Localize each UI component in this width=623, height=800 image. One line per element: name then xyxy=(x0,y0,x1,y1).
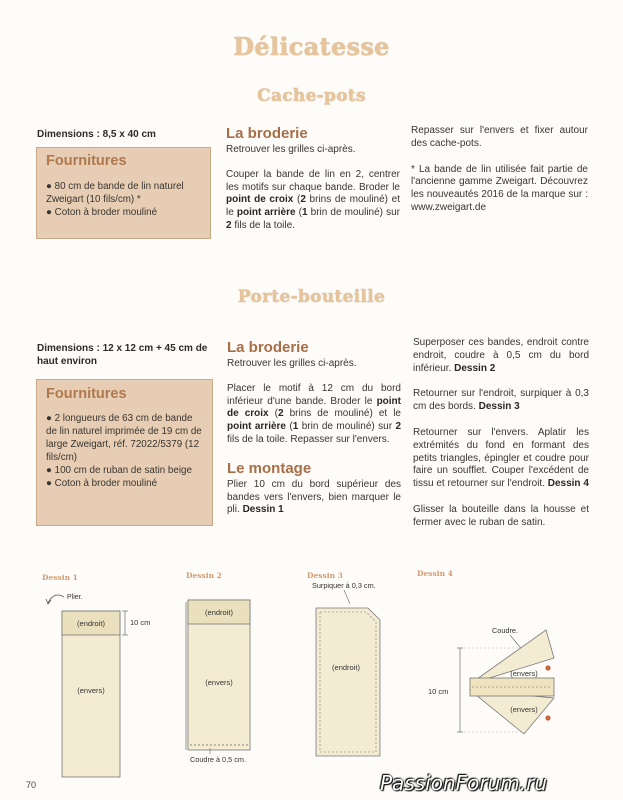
col3-footnote: * La bande de lin utilisée fait partie de l'ancienne gamme Zweigart. Découvrez les nouveautés 2016 de la marque sur : www.zweigart.de xyxy=(411,163,588,213)
coudre-label: Coudre à 0,5 cm. xyxy=(190,755,246,764)
section-heading-porte: Porte-bouteille xyxy=(237,287,386,307)
envers-label: (envers) xyxy=(205,678,233,687)
pin-icon xyxy=(545,715,550,720)
page-title: Délicatesse xyxy=(233,32,390,61)
list-item: ● 2 longueurs de 63 cm de bande de lin naturel imprimée de 19 cm de large Zweigart, réf. 72022/5379 (12 fils/cm) xyxy=(46,413,202,463)
cachepots-dimensions: Dimensions : 8,5 x 40 cm xyxy=(37,129,156,140)
watermark: PassionForum.ru xyxy=(380,771,548,795)
envers-label: (envers) xyxy=(510,669,538,678)
dessin-3-caption: Dessin 3 xyxy=(307,571,343,580)
col3-text: Repasser sur l'envers et fixer autour des cache-pots. xyxy=(411,125,588,149)
broderie-title: La broderie xyxy=(226,125,308,142)
col3-step: Superposer ces bandes, endroit contre endroit, coudre à 0,5 cm du bord inférieur. Dessin 2 xyxy=(413,337,589,374)
list-item: ● 100 cm de ruban de satin beige xyxy=(46,465,192,476)
broderie-instructions: Placer le motif à 12 cm du bord inférieur d'une bande. Broder le point de croix (2 brins de mouliné) et le point arrière (1 brin de mouliné) sur 2 fils de la toile. Repasser sur l'envers. xyxy=(227,382,401,445)
montage-text: Plier 10 cm du bord supérieur des bandes vers l'envers, bien marquer le pli. Dessin 1 xyxy=(227,478,401,516)
dessin-4-diagram xyxy=(420,618,570,753)
cachepots-col3 xyxy=(411,125,588,215)
broderie-title: La broderie xyxy=(227,339,309,356)
dessin-4-caption: Dessin 4 xyxy=(417,569,453,578)
fournitures-title: Fournitures xyxy=(46,153,127,169)
porte-fournitures-box xyxy=(36,379,213,526)
fabric-band xyxy=(316,608,380,756)
pin-icon xyxy=(545,665,550,670)
list-item: ● 80 cm de bande de lin naturel Zweigart (10 fils/cm) * xyxy=(46,181,184,205)
endroit-label: (endroit) xyxy=(332,663,360,672)
coudre-label: Coudre. xyxy=(492,626,518,635)
fournitures-title: Fournitures xyxy=(46,386,127,402)
measure-label: 10 cm xyxy=(428,687,449,696)
endroit-label: (endroit) xyxy=(205,608,233,617)
dessin-3-diagram xyxy=(300,578,410,778)
plier-label: Plier. xyxy=(67,594,83,601)
montage-title: Le montage xyxy=(227,459,312,477)
porte-col3 xyxy=(413,337,589,530)
measure-label: 10 cm xyxy=(130,618,151,627)
list-item: ● Coton à broder mouliné xyxy=(46,207,158,218)
surpiquer-label: Surpiquer à 0,3 cm. xyxy=(312,581,376,590)
dessin-2-diagram xyxy=(180,590,280,780)
broderie-intro: Retrouver les grilles ci-après. xyxy=(226,144,356,155)
fold-arrow-icon xyxy=(48,595,64,603)
broderie-intro: Retrouver les grilles ci-après. xyxy=(227,358,357,369)
envers-label: (envers) xyxy=(510,705,538,714)
dessin-2-caption: Dessin 2 xyxy=(186,571,222,580)
col3-step: Glisser la bouteille dans la housse et fermer avec le ruban de satin. xyxy=(413,503,589,528)
section-heading-cachepots: Cache-pots xyxy=(257,86,366,106)
broderie-instructions: Couper la bande de lin en 2, centrer les motifs sur chaque bande. Broder le point de croix (2 brins de mouliné) et le point arrière (1 brin de mouliné) sur 2 fils de la toile. xyxy=(226,168,401,231)
dessin-1-caption: Dessin 1 xyxy=(42,573,78,582)
col3-step: Retourner sur l'envers. Aplatir les extrémités du fond en formant des petits triangles, épingler et coudre pour faire un soufflet. Couper l'excédent de tissu et retourner sur l'endroit. Dessin 4 xyxy=(413,426,589,490)
envers-label: (envers) xyxy=(77,686,105,695)
endroit-label: (endroit) xyxy=(77,619,105,628)
col3-step: Retourner sur l'endroit, surpiquer à 0,3 cm des bords. Dessin 3 xyxy=(413,388,589,413)
cachepots-fournitures-box xyxy=(36,147,211,239)
cachepots-broderie-column xyxy=(226,125,400,233)
porte-broderie-column xyxy=(227,339,401,517)
page-number: 70 xyxy=(26,780,37,790)
list-item: ● Coton à broder mouliné xyxy=(46,478,158,489)
porte-dimensions: Dimensions : 12 x 12 cm + 45 cm de haut environ xyxy=(37,343,208,367)
dessin-1-diagram xyxy=(40,585,170,780)
